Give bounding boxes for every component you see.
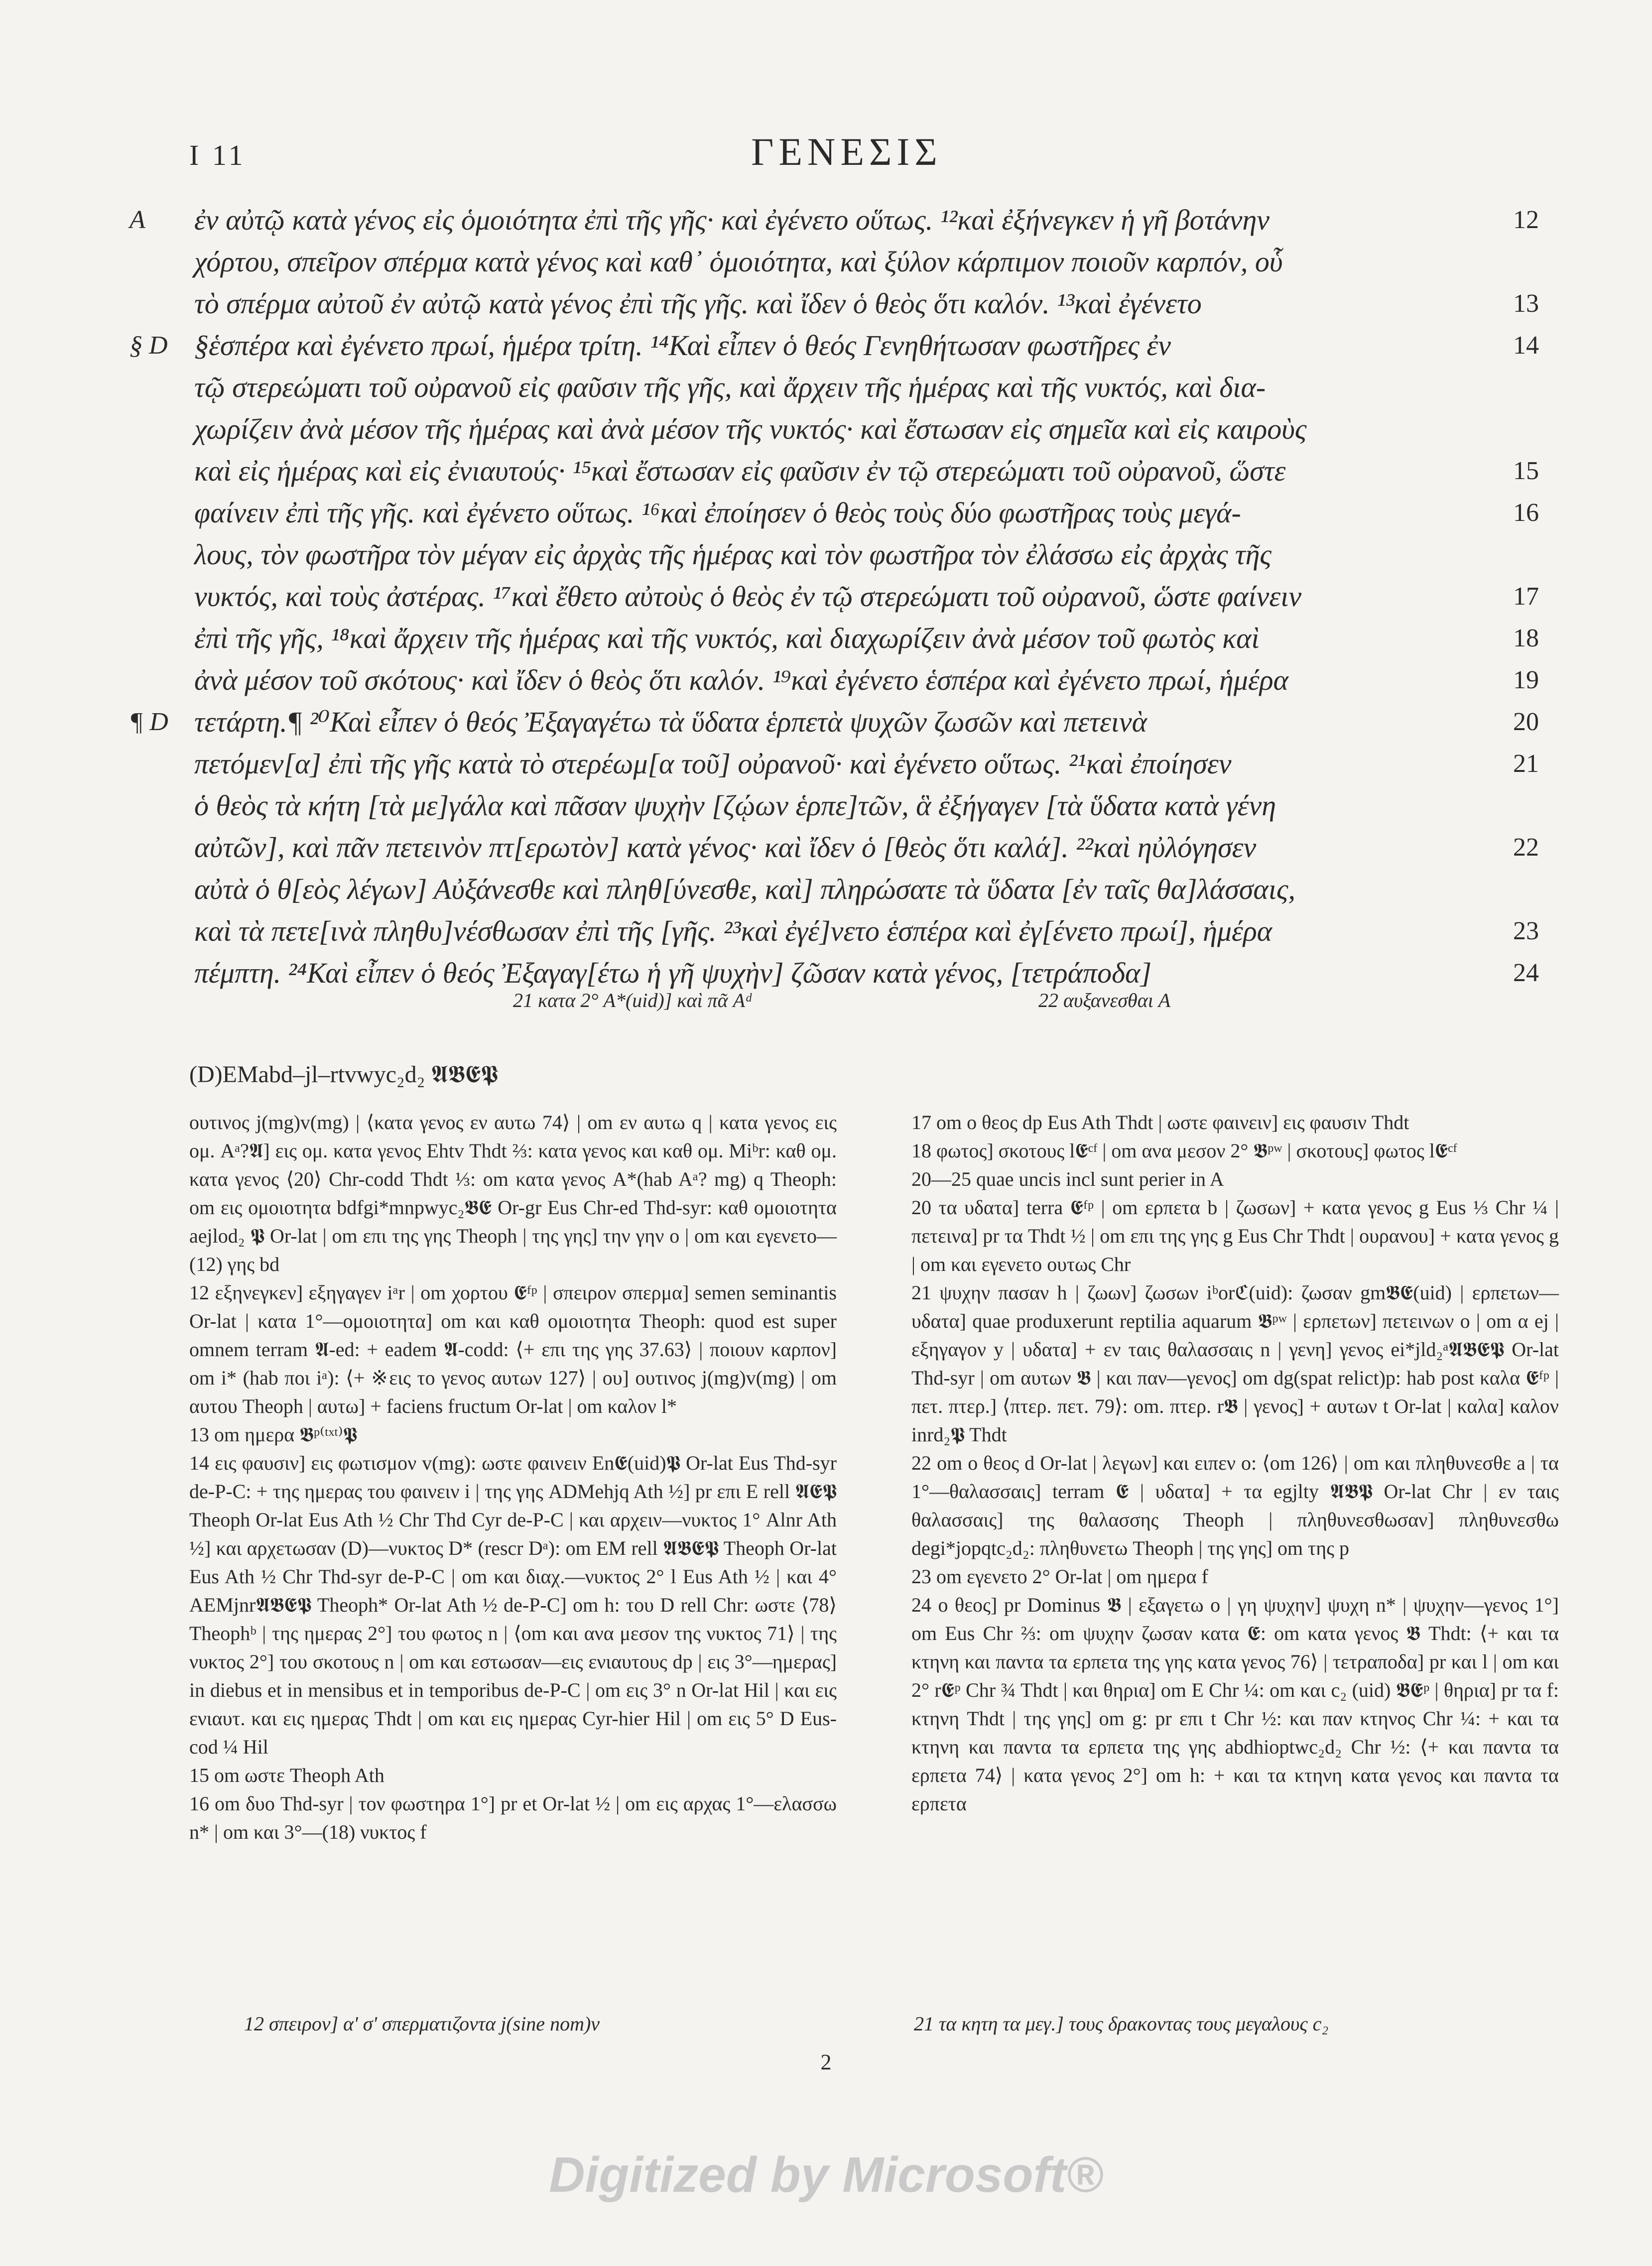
text-line <box>164 283 1539 325</box>
watermark: Digitized by Microsoft® <box>549 2147 1103 2203</box>
text-line <box>164 869 1509 910</box>
footer-note: 12 σπειρον] α' σ' σπερματιζοντα j(sine nom)v <box>244 2013 600 2035</box>
line-text: αὐτὰ ὁ θ[εὸς λέγων] Αὐξάνεσθε καὶ πληθ[ύνεσθε, καὶ] πληρώσατε τὰ ὕδατα [ἐν ταῖς θα]λάσσαις, <box>194 873 1295 905</box>
line-number: 15 <box>1513 457 1539 485</box>
apparatus-right-column <box>911 1108 1559 1818</box>
apparatus-left-column <box>189 1108 837 1846</box>
line-text: §ἑσπέρα καὶ ἐγένετο πρωί, ἡμέρα τρίτη. ¹⁴Καὶ εἶπεν ὁ θεός Γενηθήτωσαν φωστῆρες ἐν <box>194 329 1171 362</box>
text-line <box>164 952 1539 994</box>
line-number: 14 <box>1513 331 1539 360</box>
text-line <box>164 785 1509 827</box>
line-text: ὁ θεὸς τὰ κήτη [τὰ με]γάλα καὶ πᾶσαν ψυχὴν [ζῴων ἑρπε]τῶν, ἃ ἐξήγαγεν [τὰ ὕδατα κατὰ γένη <box>194 789 1276 822</box>
line-number: 12 <box>1513 206 1539 234</box>
line-sigla: § D <box>129 331 168 360</box>
line-text: τῷ στερεώματι τοῦ οὐρανοῦ εἰς φαῦσιν τῆς γῆς, καὶ ἄρχειν τῆς ἡμέρας καὶ τῆς νυκτός, καὶ δια- <box>194 371 1266 403</box>
text-line <box>164 576 1539 618</box>
line-text: πέμπτη. ²⁴Καὶ εἶπεν ὁ θεός Ἐξαγαγ[έτω ἡ γῆ ψυχὴν] ζῶσαν κατὰ γένος, [τετράποδα] <box>194 957 1152 989</box>
line-text: τετάρτη.¶ ²⁰Καὶ εἶπεν ὁ θεός Ἐξαγαγέτω τὰ ὕδατα ἑρπετὰ ψυχῶν ζωσῶν καὶ πετεινὰ <box>194 706 1147 738</box>
text-line <box>164 408 1509 450</box>
line-number: 20 <box>1513 708 1539 736</box>
line-number: 21 <box>1513 750 1539 778</box>
line-number: 24 <box>1513 959 1539 987</box>
apparatus-entry: 17 om ο θεος dp Eus Ath Thdt | ωστε φαινειν] εις φαυσιν Thdt <box>911 1111 1409 1133</box>
text-line <box>129 701 1539 743</box>
footer-note: 21 τα κητη τα μεγ.] τους δρακοντας τους μεγαλους c₂ <box>914 2013 1329 2035</box>
line-text: ἐν αὐτῷ κατὰ γένος εἰς ὁμοιότητα ἐπὶ τῆς γῆς· καὶ ἐγένετο οὕτως. ¹²καὶ ἐξήνεγκεν ἡ γῆ βοτάνην <box>194 204 1270 236</box>
line-text: φαίνειν ἐπὶ τῆς γῆς. καὶ ἐγένετο οὕτως. ¹⁶καὶ ἐποίησεν ὁ θεὸς τοὺς δύο φωστῆρας τοὺς μεγά- <box>194 497 1241 529</box>
text-line <box>164 492 1539 534</box>
text-line <box>164 367 1509 408</box>
line-number: 13 <box>1513 289 1539 318</box>
page-header <box>189 129 1504 189</box>
line-text: πετόμεν[α] ἐπὶ τῆς γῆς κατὰ τὸ στερέωμ[α τοῦ] οὐρανοῦ· καὶ ἐγένετο οὕτως. ²¹καὶ ἐποίησεν <box>194 748 1232 780</box>
line-text: αὐτῶν], καὶ πᾶν πετεινὸν πτ[ερωτὸν] κατὰ γένος· καὶ ἴδεν ὁ [θεὸς ὅτι καλά]. ²²καὶ ηὐλόγησεν <box>194 831 1257 864</box>
line-number: 18 <box>1513 624 1539 652</box>
line-text: χόρτου, σπεῖρον σπέρμα κατὰ γένος καὶ καθ᾽ ὁμοιότητα, καὶ ξύλον κάρπιμον ποιοῦν καρπόν, οὗ <box>194 246 1283 278</box>
text-line <box>164 534 1509 576</box>
line-text: ἐπὶ τῆς γῆς, ¹⁸καὶ ἄρχειν τῆς ἡμέρας καὶ τῆς νυκτός, καὶ διαχωρίζειν ἀνὰ μέσον τοῦ φωτὸς καὶ <box>194 622 1260 654</box>
text-line <box>129 325 1539 367</box>
line-sigla: A <box>129 206 145 234</box>
apparatus-entry: 24 ο θεος] pr Dominus 𝕭 | εξαγετω o | γη ψυχην] ψυχη n* | ψυχην—γενος 1°] om Eus Chr ⅔: om ψυχην ζωσαν κατα 𝕰: om κατα γενος 𝕭 Thdt: ⟨+ και τα κτηνη και παντα τα ερπετα της γης κατα γενος 76⟩ | τετραποδα] pr και l | om και 2° r𝕰ᵖ Chr ¾ Thdt | και θηρια] om E Chr ¼: om και c₂ (uid) 𝕭𝕰ᵖ | θηρια] pr τα f: κτηνη Thdt | της γης] om g: pr επι t Chr ½: και παν κτηνος Chr ¼: + και τα κτηνη και παντα τα ερπετα της γης abdhioptwc₂d₂ Chr ½: ⟨+ και παντα τα ερπετα 74⟩ | κατα γενος 2°] om h: + και τα κτηνη κατα γενος και παντα τα ερπετα <box>911 1594 1559 1815</box>
apparatus-entry: 13 om ημερα 𝕭ᵖ⁽ᵗˣᵗ⁾𝕻 <box>189 1423 358 1446</box>
chapter-verse-ref: I 11 <box>189 139 246 171</box>
apparatus-entry: 12 εξηνεγκεν] εξηγαγεν iᵃr | om χορτου 𝕰ᶠᵖ | σπειρον σπερμα] semen seminantis Or-lat | κατα 1°—ομοιοτητα] om και καθ ομοιοτητα Theoph: quod est super omnem terram 𝕬-ed: + eadem 𝕬-codd: ⟨+ επι της γης 37.63⟩ | ποιουν καρπον] om i* (hab ποι iᵃ): ⟨+ ※εις το γενος αυτων 127⟩ | ου] ουτινος j(mg)v(mg) | om αυτου Theoph | αυτω] + faciens fructum Or-lat | om καλον l* <box>189 1281 837 1417</box>
line-number: 16 <box>1513 499 1539 527</box>
apparatus-entry: 15 om ωστε Theoph Ath <box>189 1764 384 1786</box>
line-number: 19 <box>1513 666 1539 694</box>
apparatus-entry: 21 ψυχην πασαν h | ζωων] ζωσων iᵇorℭ(uid): ζωσαν gm𝕭𝕰(uid) | ερπετων—υδατα] quae produxerunt reptilia aquarum 𝕭ᵖʷ | ερπετων] πετεινων o | om α ej | εξηγαγον y | υδατα] + εν ταις θαλασσαις n | γενη] γενος ei*jld₂ᵃ𝕬𝕭𝕰𝕻 Or-lat Thd-syr | om αυτων 𝕭 | και παν—γενος] om dg(spat relict)p: hab post καλα 𝕰ᶠᵖ | πετ. πτερ.] ⟨πτερ. πετ. 79⟩: om. πτερ. r𝕭 | γενος] + αυτων t Or-lat | καλα] καλον inrd₂𝕻 Thdt <box>911 1281 1559 1446</box>
line-text: καὶ τὰ πετε[ινὰ πληθυ]νέσθωσαν ἐπὶ τῆς [γῆς. ²³καὶ ἐγέ]νετο ἑσπέρα καὶ ἐγ[ένετο πρωί], ἡμέρα <box>194 915 1272 947</box>
main-text <box>129 199 1539 994</box>
apparatus-entry: 20—25 quae uncis incl sunt perier in A <box>911 1168 1224 1190</box>
line-text: καὶ εἰς ἡμέρας καὶ εἰς ἐνιαυτούς· ¹⁵καὶ ἔστωσαν εἰς φαῦσιν ἐν τῷ στερεώματι τοῦ οὐρανοῦ, ὥστε <box>194 455 1286 487</box>
apparatus-entry: 14 εις φαυσιν] εις φωτισμον v(mg): ωστε φαινειν En𝕰(uid)𝕻 Or-lat Eus Thd-syr de-P-C: + της ημερας του φαινειν i | της γης ADMehjq Ath ½] pr επι E rell 𝕬𝕰𝕻 Theoph Or-lat Eus Ath ½ Chr Thd Cyr de-P-C | και αρχειν—νυκτος 1° Alnr Ath ½] και αρχετωσαν (D)—νυκτος D* (rescr Dᵃ): om EM rell 𝕬𝕭𝕰𝕻 Theoph Or-lat Eus Ath ½ Chr Thd-syr de-P-C | om και διαχ.—νυκτος 2° l Eus Ath ½ | και 4° AEMjnr𝕬𝕭𝕰𝕻 Theoph* Or-lat Ath ½ de-P-C] om h: του D rell Chr: ωστε ⟨78⟩ Theophᵇ | της ημερας 2°] του φωτος n | ⟨om και ανα μεσον της νυκτος 71⟩ | της νυκτος 2°] του σκοτους n | om και εστωσαν—εις ενιαυτους dp | εις 3°—ημερας] in diebus et in mensibus et in temporibus de-P-C | om εις 3° n Or-lat Hil | και εις ενιαυτ. και εις ημερας Thdt | om και εις ημερας Cyr-hier Hil | om εις 5° D Eus-cod ¼ Hil <box>189 1452 837 1758</box>
line-number: 17 <box>1513 582 1539 611</box>
text-line <box>129 199 1539 241</box>
text-line <box>164 827 1539 869</box>
apparatus-entry: 18 φωτος] σκοτους l𝕰ᶜᶠ | om ανα μεσον 2° 𝕭ᵖʷ | σκοτους] φωτος l𝕰ᶜᶠ <box>911 1139 1457 1162</box>
line-text: τὸ σπέρμα αὐτοῦ ἐν αὐτῷ κατὰ γένος ἐπὶ τῆς γῆς. καὶ ἴδεν ὁ θεὸς ὅτι καλόν. ¹³καὶ ἐγένετο <box>194 287 1202 320</box>
line-text: ἀνὰ μέσον τοῦ σκότους· καὶ ἴδεν ὁ θεὸς ὅτι καλόν. ¹⁹καὶ ἐγένετο ἑσπέρα καὶ ἐγένετο πρωί, ἡμέρα <box>194 664 1288 696</box>
line-number: 23 <box>1513 917 1539 945</box>
text-line <box>164 618 1539 659</box>
text-line <box>164 743 1539 785</box>
apparatus-entry: 23 om εγενετο 2° Or-lat | om ημερα f <box>911 1565 1208 1588</box>
page-title: ΓΕΝΕΣΙΣ <box>751 130 942 173</box>
page-number: 2 <box>820 2050 832 2074</box>
apparatus-entry: 16 om δυο Thd-syr | τον φωστηρα 1°] pr et Or-lat ½ | om εις αρχας 1°—ελασσω n* | om και 3°—(18) νυκτος f <box>189 1792 837 1843</box>
line-number: 22 <box>1513 833 1539 862</box>
text-line <box>164 241 1509 283</box>
line-text: λους, τὸν φωστῆρα τὸν μέγαν εἰς ἀρχὰς τῆς ἡμέρας καὶ τὸν φωστῆρα τὸν ἐλάσσω εἰς ἀρχὰς τῆς <box>194 538 1271 571</box>
text-line <box>164 659 1539 701</box>
witness-list: (D)EMabd–jl–rtvwyc₂d₂ 𝕬𝕭𝕰𝕻 <box>189 1061 498 1088</box>
line-text: νυκτός, καὶ τοὺς ἀστέρας. ¹⁷καὶ ἔθετο αὐτοὺς ὁ θεὸς ἐν τῷ στερεώματι τοῦ οὐρανοῦ, ὥστε φαίνειν <box>194 580 1302 613</box>
apparatus-entry: ουτινος j(mg)v(mg) | ⟨κατα γενος εν αυτω 74⟩ | om εν αυτω q | κατα γενος εις ομ. Aᵃ?𝕬] εις ομ. κατα γενος Ehtv Thdt ⅔: κατα γενος και καθ ομ. Miᵇr: καθ ομ. κατα γενος ⟨20⟩ Chr-codd Thdt ⅓: om κατα γενος A*(hab Aᵃ? mg) q Theoph: om εις ομοιοτητα bdfgi*mnpwyc₂𝕭𝕰 Or-gr Eus Chr-ed Thd-syr: καθ ομοιοτητα aejlod₂ 𝕻 Or-lat | om επι της γης Theoph | της γης] την γην o | om και εγενετο—(12) γης bd <box>189 1111 837 1275</box>
text-line <box>164 910 1539 952</box>
marginal-note: 22 αυξανεσθαι A <box>1038 989 1171 1011</box>
apparatus-entry: 20 τα υδατα] terra 𝕰ᶠᵖ | om ερπετα b | ζωσων] + κατα γενος g Eus ⅓ Chr ¼ | πετεινα] pr τα Thdt ½ | om επι της γης g Eus Chr Thdt | ουρανου] + κατα γενος g | om και εγενετο ουτως Chr <box>911 1196 1559 1275</box>
marginal-note: 21 κατα 2° A*(uid)] καὶ πᾶ Aᵈ <box>513 989 752 1011</box>
line-text: χωρίζειν ἀνὰ μέσον τῆς ἡμέρας καὶ ἀνὰ μέσον τῆς νυκτός· καὶ ἔστωσαν εἰς σημεῖα καὶ εἰς καιροὺς <box>194 413 1307 445</box>
line-sigla: ¶ D <box>129 708 168 736</box>
apparatus-entry: 22 om ο θεος d Or-lat | λεγων] και ειπεν o: ⟨om 126⟩ | om και πληθυνεσθε a | τα 1°—θαλασσαις] terram 𝕰 | υδατα] + τα egjlty 𝕬𝕭𝕻 Or-lat Chr | εν ταις θαλασσαις] της θαλασσης Theoph | πληθυνεσθωσαν] πληθυνεσθω degi*jopqtc₂d₂: πληθυνετω Theoph | της γης] om της p <box>911 1452 1559 1559</box>
text-line <box>164 450 1539 492</box>
